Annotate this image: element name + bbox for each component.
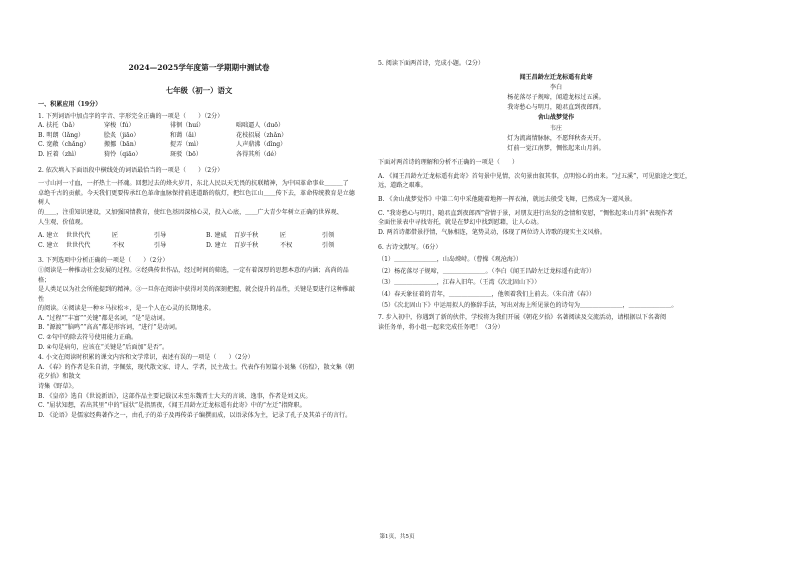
passage-line: 人生观、价值观。 <box>38 218 87 226</box>
poem-2-title: 舍山战梦觉作 <box>537 114 575 122</box>
option-cell: 引领 <box>322 241 335 249</box>
question-stem: 2. 依次填入下面语段中横线处的词语最恰当的一项是（ ）（2分） <box>38 166 224 174</box>
option-cell: 和蔼（ǎi） <box>170 131 200 139</box>
question-7 <box>378 313 734 332</box>
left-column <box>38 58 360 421</box>
option-a: A. 《春》的作者是朱自清，字佩弦，现代散文家、诗人、学者，民主战士。代表作有短篇小说集《彷徨》，散文集《朝花夕拾》和散文 <box>38 363 355 381</box>
option-cell: 斑驳（bō） <box>170 150 202 158</box>
fill-line: （1）＿＿＿＿＿＿＿，山岛竦峙。（曹操《观沧海》） <box>378 255 523 263</box>
option-cell: 世世代代 <box>66 232 91 240</box>
option-cell: 咄咄逼人（duō） <box>236 122 285 130</box>
option-row-ab <box>38 231 360 241</box>
option-a-cont: 诗集《野草》。 <box>38 383 78 391</box>
passage-line: ①阅读是一种推动社会发展的过程。②经典传世作品，经过时间的筛选，一定有着深厚的思想本意的内涵；高尚的品格； <box>38 266 349 284</box>
right-column <box>378 58 734 333</box>
option-d: D. 两首诗都借景抒情，气脉相连，笔势灵动，体现了两位诗人诗歌的现实主义风格。 <box>378 228 606 236</box>
poem-2-line: 灯为流离情脉脉，不愿拜秋杏天开。 <box>507 134 605 142</box>
option-cell: C. 建立 <box>38 241 59 249</box>
fill-line: （3）＿＿＿＿＿＿＿，江春入旧年。（王湾《次北固山下》） <box>378 279 541 287</box>
poem-2-line: 灯前一觉江南梦，惆怅起来山月斜。 <box>507 145 605 153</box>
question-stem: 5. 阅读下面两首诗，完成小题。（2分） <box>378 60 485 67</box>
question-4 <box>38 353 360 420</box>
passage-line: 一寸山河一寸血，一抔热土一抔魂。回想过去的烽火岁月，东北人民以天无畏的抗联精神，为中国革命事业＿＿＿了 <box>38 180 349 188</box>
question-stem: 7. 步入初中，你遇到了新的伙伴，学校将为我们开展《朝花夕拾》名著阅读及交流活动，请根据以下名著阅 <box>378 313 667 321</box>
option-cell: 不权 <box>280 241 293 249</box>
option-b: B. 《舍山战梦觉作》中第二句中采他随着地挥一挥衣袖，就远去般受飞舞，已然成为一道风景。 <box>378 196 637 203</box>
option-cell: 引导 <box>154 232 167 240</box>
fill-line: （4）春天象征着的青年，＿＿＿＿＿＿＿，他领着我们上前去。（朱自清《春》） <box>378 290 596 298</box>
option-cell: 百岁千秋 <box>234 241 259 249</box>
option-cell: 世世代代 <box>66 241 91 249</box>
option-cell: 徘徊（huí） <box>170 122 205 130</box>
question-stem: 1. 下列词语中加点字的字音、字形完全正确的一项是（ ）（2分） <box>38 112 224 120</box>
option-row-d <box>38 150 360 160</box>
question-1 <box>38 112 360 160</box>
question-3 <box>38 256 360 352</box>
option-cell: B. 明朗（lǎng） <box>38 131 85 139</box>
option-cell: 匠 <box>280 232 287 240</box>
page-footer: 第1页，共5页 <box>379 534 415 540</box>
option-b: B. 《皇帝》选自《世说新语》，这部作品主要记载汉末至东魏晋士大夫的言谈、逸事，作者是刘义庆。 <box>38 392 312 400</box>
option-cell: A. 建立 <box>38 232 59 240</box>
fill-line: （2）杨花落尽子规啼，＿＿＿＿＿＿＿。（李白《闻王昌龄左迁龙标遥有此寄》） <box>378 267 596 275</box>
option-cell: 花枝招展（zhǎn） <box>236 131 288 139</box>
question-stem: 6. 古诗文默写。（6分） <box>378 244 442 252</box>
poem-1-author: 李白 <box>549 83 563 91</box>
option-cell: 百岁千秋 <box>234 232 259 240</box>
passage-line: 的阅读。④阅读是一种＊马拉松＊，是一个人在心灵的长期地求。 <box>38 305 215 313</box>
poem-1-line: 杨花落尽子规啼，闻道龙标过五溪。 <box>507 94 605 101</box>
question-stem: 3. 下列选项中分析正确的一项是（ ）（2分） <box>38 257 169 265</box>
option-cell: 匠 <box>112 232 119 240</box>
section-heading: 一、积累应用（19分） <box>38 101 102 108</box>
option-c: C. “屈状知想，若出其里”中的“屈状”是指黑夜，《闻王昌龄左迁龙标遥有此寄》中的“左迁”指降职。 <box>38 402 306 410</box>
option-row-a <box>38 121 360 131</box>
option-row-c <box>38 140 360 150</box>
option-cell: 捉弄（mì） <box>170 141 203 149</box>
option-cell: 各得其所（dé） <box>236 150 281 158</box>
passage-line: 的＿＿，注重知识建设，又加强国情教育，使红色基因深植心灵，投入心底，＿＿广大青少年树立正确的世界观、 <box>38 208 343 216</box>
option-row-cd <box>38 241 360 251</box>
option-c-cont: 全面住景表中寻找寄托，就是在梦幻中找到慰藉，让人心动。 <box>378 219 543 227</box>
option-cell: D. 建立 <box>206 241 227 249</box>
option-cell: D. 匠着（zhì） <box>38 150 81 158</box>
option-a-cont: 远，道路之艰难。 <box>378 182 427 190</box>
poem-2-author: 韦庄 <box>549 124 563 132</box>
option-cell: 脍炙（jiāo） <box>104 131 140 139</box>
option-cell: B. 建威 <box>206 232 227 240</box>
option-cell: 人声鼎沸（dǐng） <box>236 141 287 149</box>
option-d: D. 《论语》是儒家经典著作之一，由孔子的弟子及再传弟子编撰而成，以语录体为主，记录了孔子及其弟子的言行。 <box>38 411 352 419</box>
option-c: C. “我寄愁心与明月，随君直到夜郎西”营情于景，对朋友进行出发的念情和安慰，“惆怅起来山月斜”表现作者 <box>378 209 673 217</box>
option-cell: 搬挪（bān） <box>104 141 140 149</box>
exam-subtitle: 七年级（初一）语文 <box>165 86 233 95</box>
question-6 <box>378 243 734 311</box>
fill-line: （5）《次北固山下》中运用拟人的修辞手法，写出对海上所见景色的诗句为＿＿＿＿＿＿＿，＿＿＿＿＿＿＿。 <box>378 302 678 310</box>
exam-title: 2024—2025学年度第一学期期中测试卷 <box>128 63 270 72</box>
question-stem-cont: 读任务单，将小组一起来完成任务吧！（3分） <box>378 323 504 331</box>
option-b: B. “源渡”“脑鸣”“高高”都是形容词，“进行”是动词。 <box>38 324 181 332</box>
option-a: A. “过程”“丰富”“关键”都是名词，“是”是动词。 <box>38 314 169 322</box>
passage-line: 是人类足以为社会所能提到的精神。③一旦你在阅读中获得对美的深刻把握，就会提升的品性，关键是要进行这种推敲性 <box>38 286 355 303</box>
option-c: C. ②句中的除去符号使用能力正确。 <box>38 334 138 342</box>
option-cell: 不权 <box>112 241 125 249</box>
option-cell: C. 宽敞（chǎng） <box>38 141 90 149</box>
question-5 <box>378 59 734 237</box>
question-2 <box>38 166 360 251</box>
poem-1-title: 闻王昌龄左迁龙标遥有此寄 <box>519 73 593 81</box>
option-cell: 猗怜（qiāo） <box>104 150 142 158</box>
option-a: A. 《闻王昌龄左迁龙标遥有此寄》首句景中见情，次句景由叙其事，点明惊心的由来。“过五溪”，可见旅途之变迁， <box>378 172 692 180</box>
passage-line: 卓绝千古的贡献。今天我们更要传承红色革命血脉保持前进道路的航灯，把红色江山＿＿传下去，革命传统教育是立德树人 <box>38 189 355 207</box>
option-cell: 引导 <box>154 241 167 249</box>
poem-1-line: 我寄愁心与明月，随君直到夜郎西。 <box>507 104 605 112</box>
option-row-b <box>38 131 360 141</box>
option-d: D. ④句是病句，应该在“关键是”后面加“是否”。 <box>38 343 169 351</box>
question-ask: 下面对两首诗的理解和分析不正确的一项是（ ） <box>378 159 519 167</box>
question-stem: 4. 小文在阅读时积累的课文内容和文学常识，表述有误的一项是（ ）（2分） <box>38 354 254 362</box>
option-cell: A. 扶托（bǎ） <box>38 122 79 130</box>
option-cell: 穿梭（fú） <box>104 122 135 130</box>
option-cell: 引领 <box>322 232 335 240</box>
